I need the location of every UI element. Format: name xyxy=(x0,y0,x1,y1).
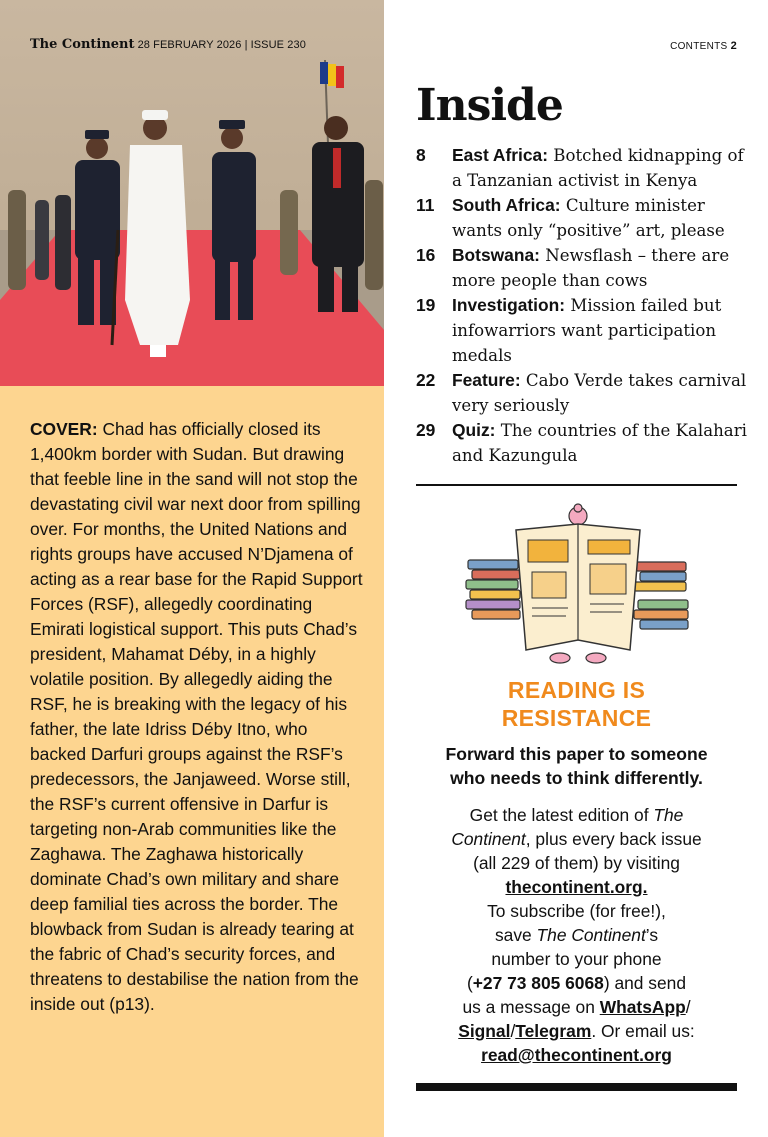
inside-title: Inside xyxy=(416,80,563,131)
masthead-issue: ISSUE 230 xyxy=(250,39,306,51)
page-label-text: CONTENTS xyxy=(670,41,728,52)
page-label xyxy=(670,40,737,52)
contents-section: Investigation: xyxy=(452,295,566,315)
whatsapp-link[interactable]: WhatsApp xyxy=(599,997,686,1017)
contents-section: East Africa: xyxy=(452,145,549,165)
contents-headline: Culture minister wants only “positive” art, please xyxy=(452,196,725,240)
promo-title: READING IS RESISTANCE xyxy=(501,677,652,731)
contents-section: South Africa: xyxy=(452,195,561,215)
contents-headline: Mission failed but infowarriors want participation medals xyxy=(452,296,722,365)
cover-label: COVER: xyxy=(30,419,98,439)
contents-item[interactable] xyxy=(416,193,752,243)
contents-page-number: 8 xyxy=(416,145,426,165)
phone-number: +27 73 805 6068 xyxy=(472,973,604,993)
promo-lede: Forward this paper to someone who needs to think differently. xyxy=(445,744,708,788)
cover-photo xyxy=(0,0,384,386)
contents-section: Feature: xyxy=(452,370,521,390)
page-number: 2 xyxy=(730,40,737,52)
contents-section: Quiz: xyxy=(452,420,496,440)
contents-list xyxy=(416,143,752,468)
cover-caption xyxy=(30,417,366,1017)
promo-body: Get the latest edition of The Continent, plus every back issue (all 229 of them) by visiting thecontinent.org. To subscribe (for free!), save The Continent’s number to your phone (+27 73 805 6068) and send us a message on WhatsApp/ Signal/Telegram. Or email us: read@thecontinent.org xyxy=(451,805,702,1065)
contents-page-number: 16 xyxy=(416,245,436,265)
website-link[interactable]: thecontinent.org. xyxy=(505,877,648,897)
contents-item[interactable] xyxy=(416,243,752,293)
telegram-link[interactable]: Telegram xyxy=(515,1021,592,1041)
contents-item[interactable] xyxy=(416,418,752,468)
masthead-brand: The Continent xyxy=(30,37,135,52)
contents-page-number: 19 xyxy=(416,295,436,315)
masthead xyxy=(30,37,306,52)
contents-page-number: 22 xyxy=(416,370,436,390)
masthead-separator: | xyxy=(244,39,248,51)
contents-item[interactable] xyxy=(416,293,752,368)
contents-item[interactable] xyxy=(416,368,752,418)
masthead-date: 28 FEBRUARY 2026 xyxy=(137,39,242,51)
contents-item[interactable] xyxy=(416,143,752,193)
cover-caption-text: Chad has officially closed its 1,400km border with Sudan. But drawing that feeble line in the sand will not stop the devastating civil war next door from spilling over. For months, the United Nations and rights groups have accused N’Djamena of acting as a rear base for the Rapid Support Forces (RSF), allegedly coordinating Emirati logistical support. This puts Chad’s president, Mahamat Déby, in a highly volatile position. By allegedly aiding the RSF, he is breaking with the legacy of his father, the late Idriss Déby Itno, who backed Darfuri groups against the RSF’s predecessors, the Janjaweed. Worse still, the RSF’s current offensive in Darfur is targeting non-Arab communities like the Zaghawa. The Zaghawa historically dominate Chad’s own military and share deep familial ties across the border. The blowback from Sudan is already tearing at the fabric of Chad’s security forces, and threatens to destabilise the nation from the inside out (p13). xyxy=(30,419,363,1014)
contents-section: Botswana: xyxy=(452,245,540,265)
contents-headline: Botched kidnapping of a Tanzanian activist in Kenya xyxy=(452,146,744,190)
footer-rule xyxy=(416,1083,737,1091)
signal-link[interactable]: Signal xyxy=(458,1021,511,1041)
divider xyxy=(416,484,737,486)
contents-page-number: 11 xyxy=(416,195,435,215)
contents-page-number: 29 xyxy=(416,420,436,440)
reader-illustration xyxy=(462,500,694,665)
contents-headline: The countries of the Kalahari and Kazungula xyxy=(452,421,747,465)
email-link[interactable]: read@thecontinent.org xyxy=(481,1045,672,1065)
cover-photo-illustration xyxy=(0,0,384,386)
contents-headline: Newsflash – there are more people than cows xyxy=(452,246,730,290)
contents-headline: Cabo Verde takes carnival very seriously xyxy=(452,371,747,415)
newspaper-reader-icon xyxy=(462,500,694,665)
